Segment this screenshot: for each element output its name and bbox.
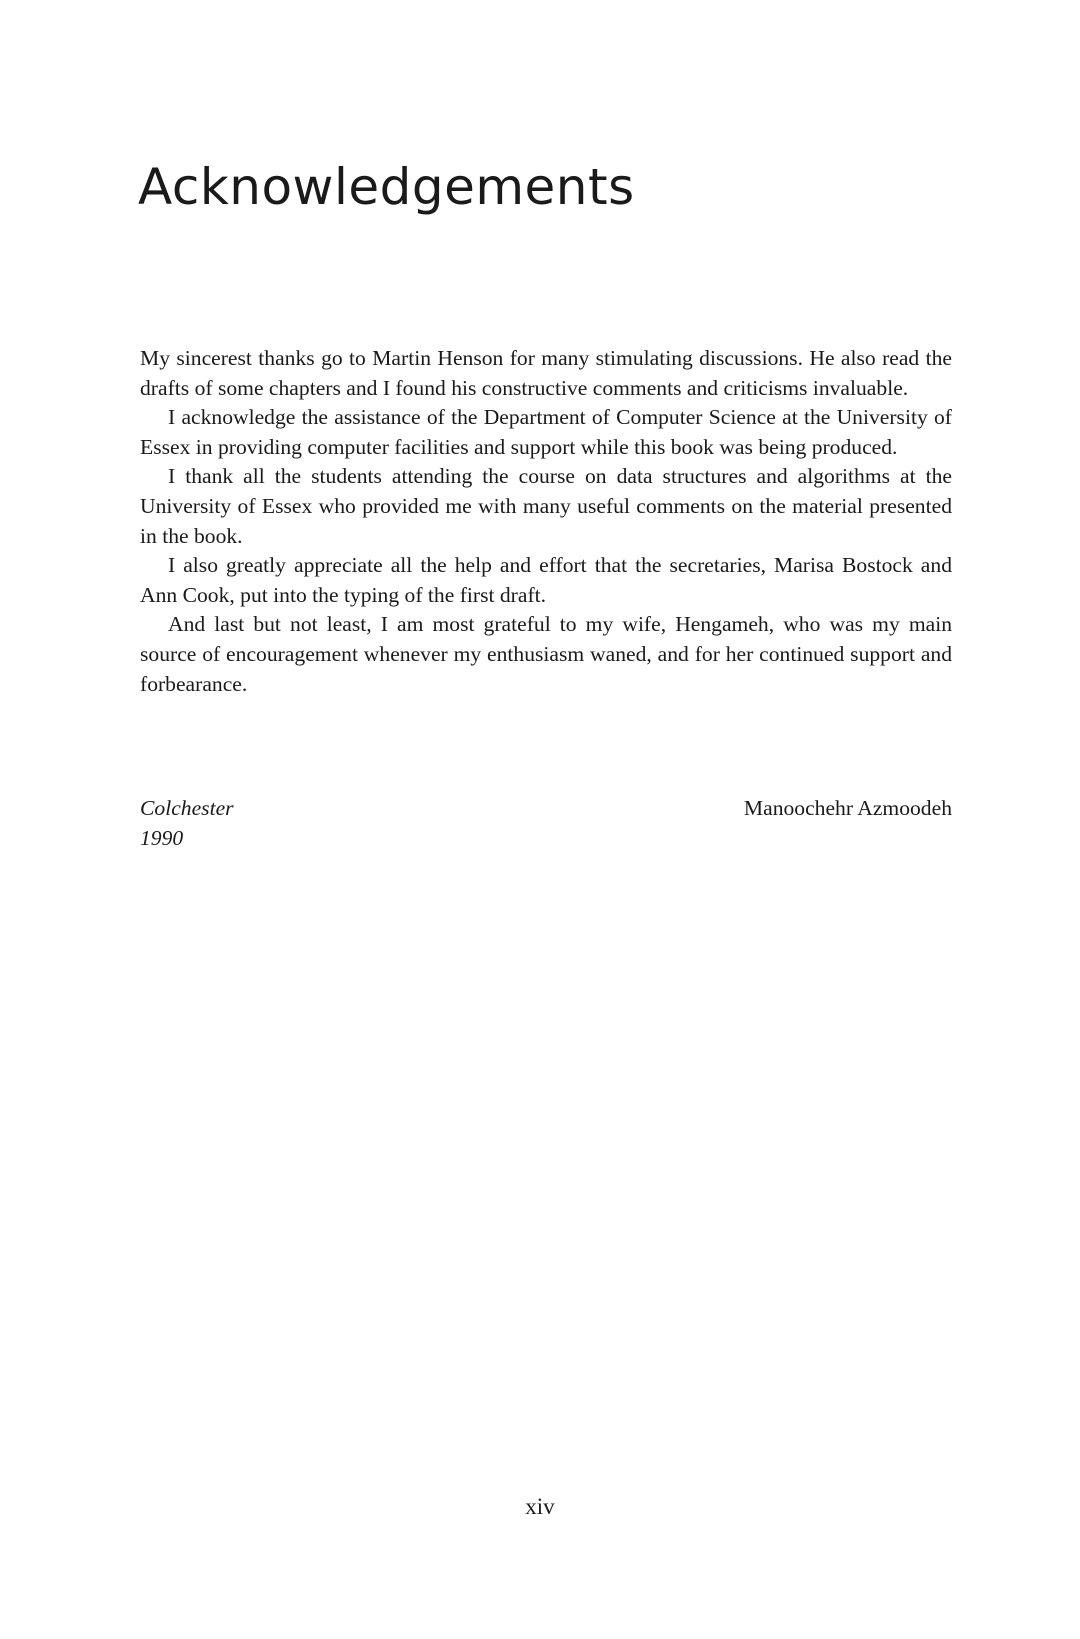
signoff-year: 1990 bbox=[140, 825, 184, 850]
paragraph-students: I thank all the students attending the course on data structures and algorithms at the University of Essex who provided me with many useful comments on the material presented in the book. bbox=[140, 464, 952, 548]
paragraph-department: I acknowledge the assistance of the Department of Computer Science at the University of Essex in providing computer facilities and support while this book was being produced. bbox=[140, 405, 952, 459]
signoff-block bbox=[140, 794, 952, 853]
paragraph-wife: And last but not least, I am most grateful to my wife, Hengameh, who was my main source of encouragement whenever my enthusiasm waned, and for her continued support and forbearance. bbox=[140, 612, 952, 696]
acknowledgements-body bbox=[140, 344, 952, 699]
paragraph-secretaries: I also greatly appreciate all the help and effort that the secretaries, Marisa Bostock and Ann Cook, put into the typing of the first draft. bbox=[140, 553, 952, 607]
paragraph-thanks-henson: My sincerest thanks go to Martin Henson for many stimulating discussions. He also read the drafts of some chapters and I found his constructive comments and criticisms invaluable. bbox=[140, 346, 952, 400]
page-number: xiv bbox=[525, 1494, 555, 1519]
signoff-author: Manoochehr Azmoodeh bbox=[743, 796, 952, 820]
page-title: Acknowledgements bbox=[138, 158, 635, 216]
signoff-place: Colchester bbox=[140, 796, 234, 820]
